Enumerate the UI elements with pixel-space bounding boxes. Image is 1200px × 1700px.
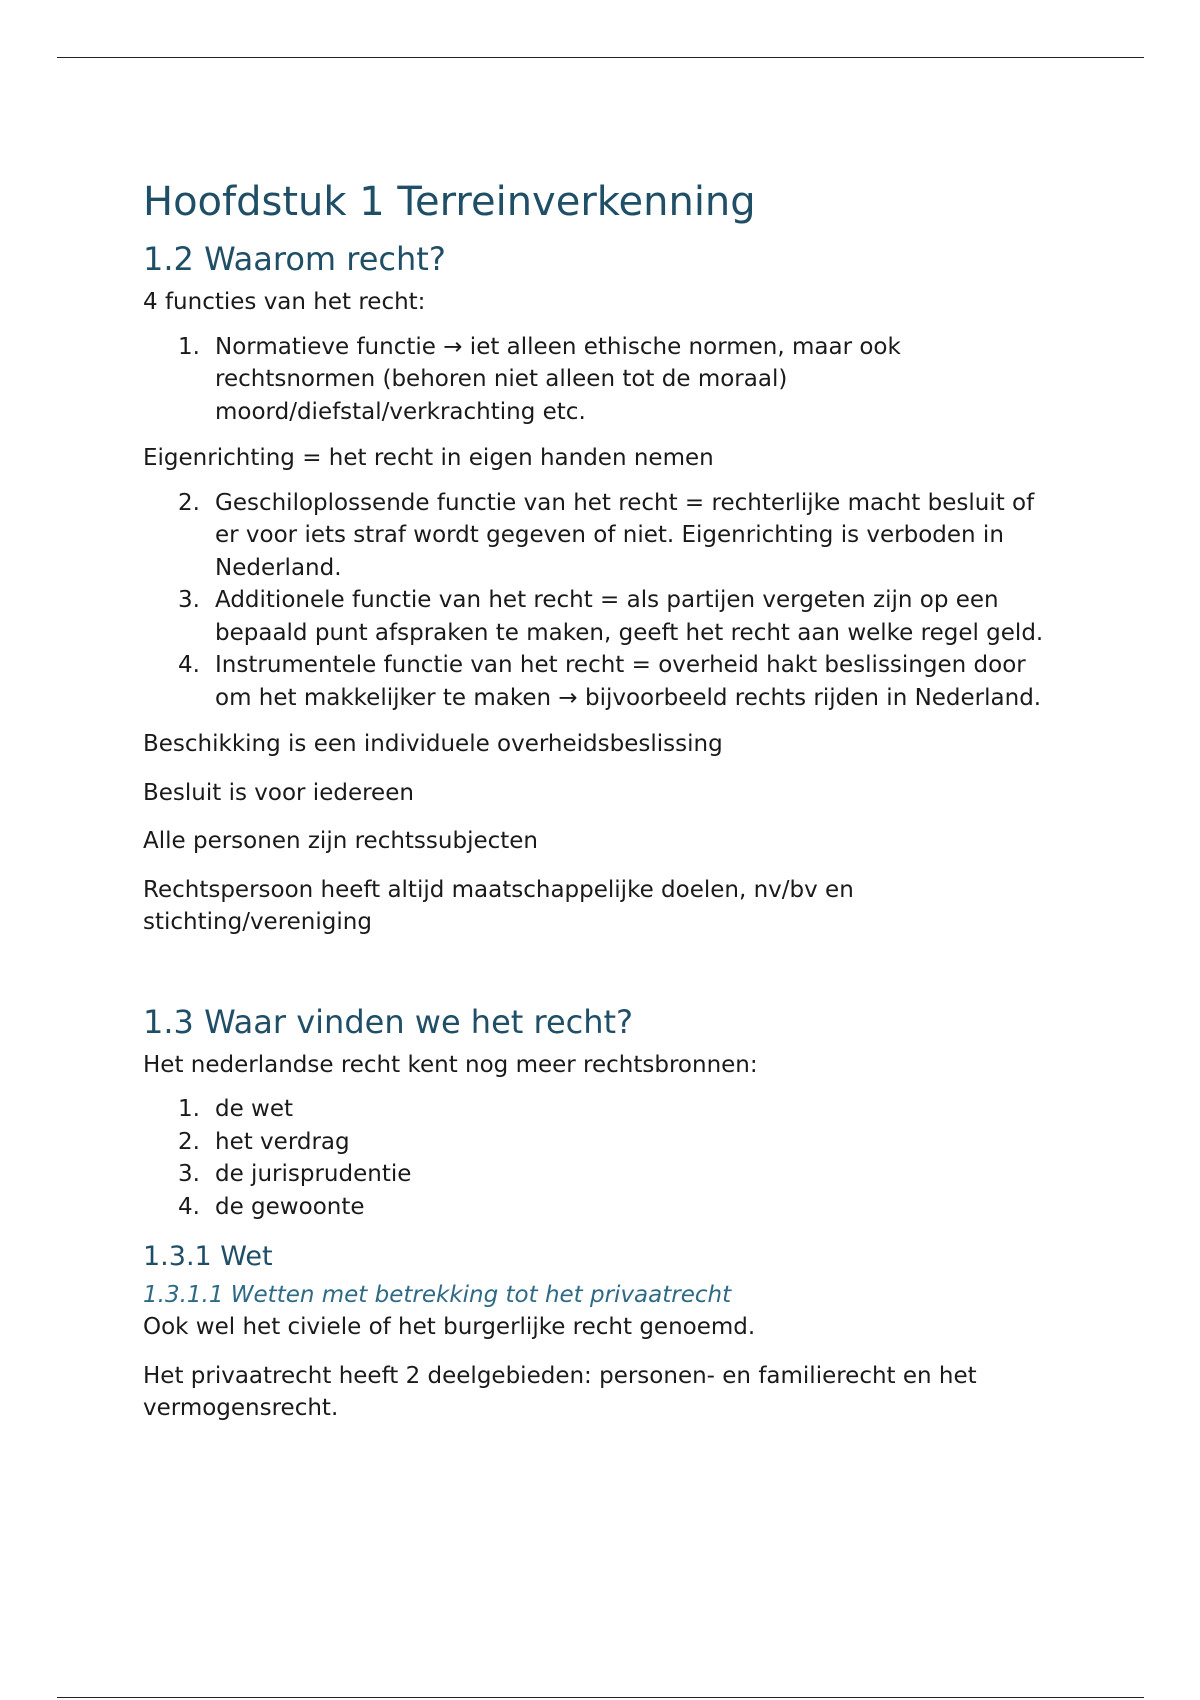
paragraph: Het privaatrecht heeft 2 deelgebieden: personen- en familierecht en het vermogensrecht. xyxy=(143,1362,977,1421)
list-item xyxy=(143,1126,1063,1159)
list-number: 3. xyxy=(178,587,200,613)
list-number: 2. xyxy=(178,489,200,516)
sources-intro: Het nederlandse recht kent nog meer rechtsbronnen: xyxy=(143,1051,758,1078)
list-item xyxy=(143,1158,1063,1191)
paragraph: Rechtspersoon heeft altijd maatschappelijke doelen, nv/bv en stichting/vereniging xyxy=(143,876,854,935)
list-text: de wet xyxy=(215,1096,294,1122)
paragraph: Besluit is voor iedereen xyxy=(143,779,414,806)
header-rule xyxy=(57,57,1144,58)
functions-list-a xyxy=(143,331,1063,429)
subsection-title-1-3-1: 1.3.1 Wet xyxy=(143,1241,273,1272)
paragraph: Alle personen zijn rechtssubjecten xyxy=(143,828,539,854)
sources-list xyxy=(143,1093,1063,1223)
list-item xyxy=(143,1093,1063,1126)
footer-rule xyxy=(57,1697,1144,1698)
list-number: 1. xyxy=(178,1096,200,1122)
list-text: Normatieve functie → iet alleen ethische normen, maar ook rechtsnormen (behoren niet alleen tot de moraal) moord/diefstal/verkrachting etc. xyxy=(215,333,901,425)
list-item xyxy=(143,331,1063,429)
document-body xyxy=(143,172,1063,1425)
list-text: Geschiloplossende functie van het recht = rechterlijke macht besluit of er voor iets straf wordt gegeven of niet. Eigenrichting is verboden in Nederland. xyxy=(215,489,1035,581)
list-item xyxy=(143,1191,1063,1224)
list-text: Instrumentele functie van het recht = overheid hakt beslissingen door om het makkelijker te maken → bijvoorbeeld rechts rijden in Nederland. xyxy=(215,652,1042,711)
list-text: de gewoonte xyxy=(215,1193,365,1220)
chapter-title: Hoofdstuk 1 Terreinverkenning xyxy=(143,179,756,225)
list-item xyxy=(143,649,1063,714)
paragraph: Ook wel het civiele of het burgerlijke recht genoemd. xyxy=(143,1314,756,1340)
functions-list-b xyxy=(143,487,1063,715)
list-number: 2. xyxy=(178,1128,200,1155)
list-number: 3. xyxy=(178,1161,200,1187)
list-number: 1. xyxy=(178,333,200,360)
subsubsection-title-1-3-1-1: 1.3.1.1 Wetten met betrekking tot het privaatrecht xyxy=(143,1282,732,1308)
section-title-1-3: 1.3 Waar vinden we het recht? xyxy=(143,1002,634,1041)
list-text: Additionele functie van het recht = als partijen vergeten zijn op een bepaald punt afspraken te maken, geeft het recht aan welke regel geld. xyxy=(215,587,1044,646)
paragraph: Beschikking is een individuele overheidsbeslissing xyxy=(143,731,723,757)
section-title-1-2: 1.2 Waarom recht? xyxy=(143,240,446,278)
list-text: de jurisprudentie xyxy=(215,1161,412,1187)
list-number: 4. xyxy=(178,652,200,678)
list-number: 4. xyxy=(178,1193,200,1220)
functions-intro: 4 functies van het recht: xyxy=(143,289,426,315)
eigenrichting-definition: Eigenrichting = het recht in eigen handen nemen xyxy=(143,445,714,471)
list-text: het verdrag xyxy=(215,1128,350,1155)
list-item xyxy=(143,487,1063,585)
list-item xyxy=(143,584,1063,649)
